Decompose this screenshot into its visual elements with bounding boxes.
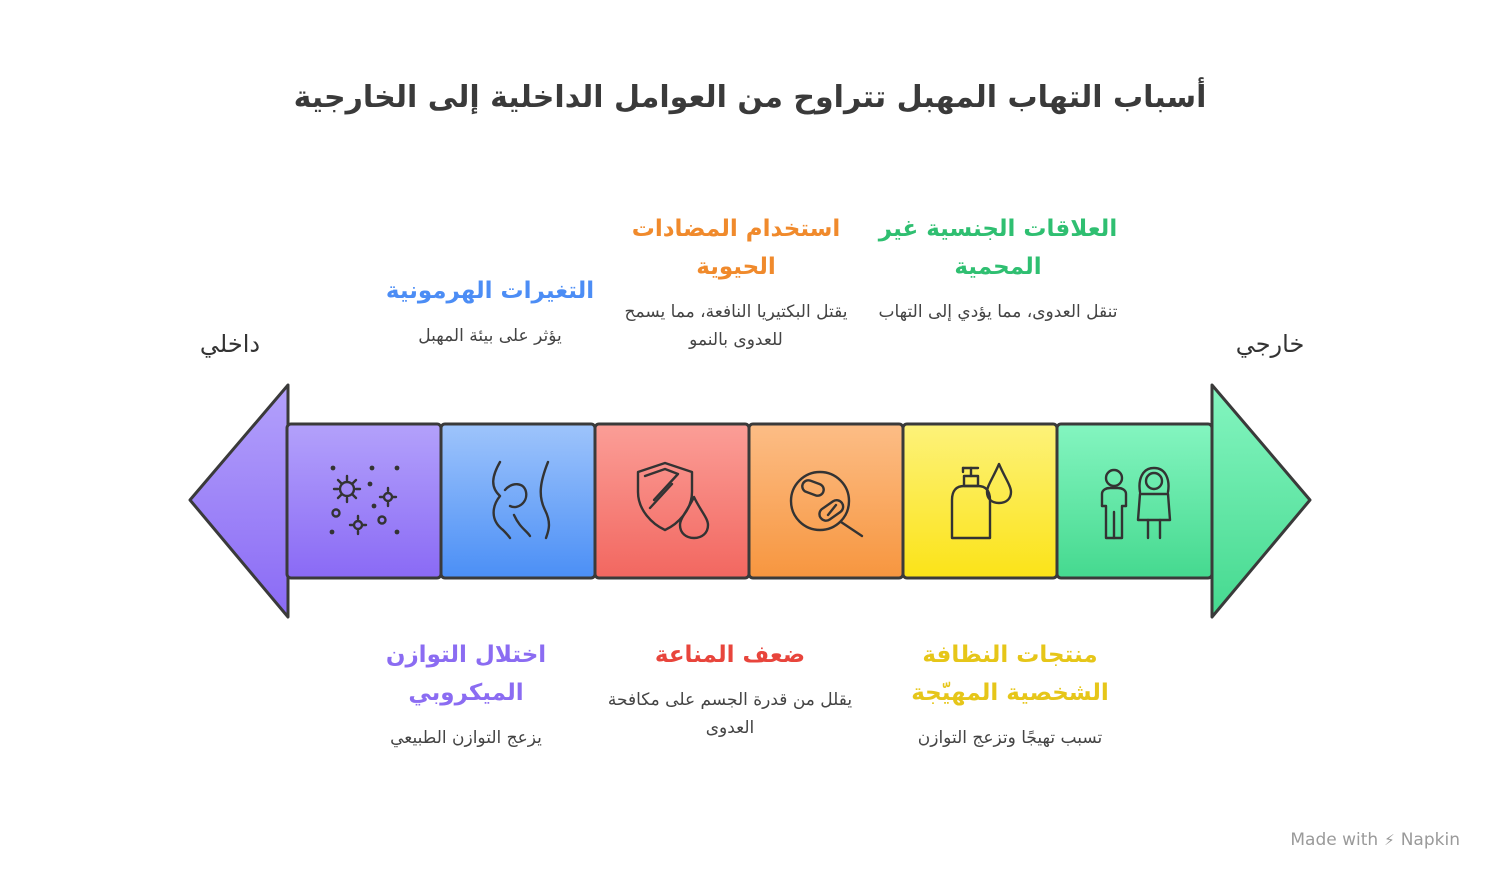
segment-immunity [595,424,749,578]
segment-antibiotics [749,424,903,578]
cause-antibiotics [606,210,866,354]
cause-sexual [868,210,1128,326]
napkin-watermark[interactable] [1290,830,1460,850]
watermark-prefix: Made with [1290,830,1379,850]
right-arrowhead [1212,385,1310,617]
end-label-external: خارجي [1235,330,1305,358]
cause-desc: تنقل العدوى، مما يؤدي إلى التهاب [878,302,1118,322]
cause-title: العلاقات الجنسية غير المحمية [878,216,1118,280]
cause-title: التغيرات الهرمونية [385,278,595,304]
segment-sexual [1057,424,1212,578]
cause-hygiene [880,636,1140,752]
cause-immunity [600,636,860,742]
page-title: أسباب التهاب المهبل تتراوح من العوامل الداخلية إلى الخارجية [293,80,1207,115]
segment-microbial [287,424,441,578]
cause-desc: يزعج التوازن الطبيعي [390,728,542,748]
cause-title: ضعف المناعة [654,642,806,668]
left-arrowhead [190,385,288,617]
watermark-brand: Napkin [1400,830,1460,850]
cause-hormonal [360,272,620,350]
segment-hygiene [903,424,1057,578]
cause-desc: يؤثر على بيئة المهبل [418,326,562,346]
cause-desc: يقتل البكتيريا النافعة، مما يسمح للعدوى بالنمو [624,302,848,350]
cause-title: استخدام المضادات الحيوية [631,216,841,280]
end-label-internal: داخلي [199,330,261,358]
cause-microbial [336,636,596,752]
cause-title: منتجات النظافة الشخصية المهيّجة [911,642,1109,706]
napkin-logo-icon: ⚡ [1384,831,1395,849]
cause-title: اختلال التوازن الميكروبي [385,642,547,706]
segment-hormonal [441,424,595,578]
cause-desc: يقلل من قدرة الجسم على مكافحة العدوى [607,690,853,738]
cause-desc: تسبب تهيجًا وتزعج التوازن [917,728,1103,748]
